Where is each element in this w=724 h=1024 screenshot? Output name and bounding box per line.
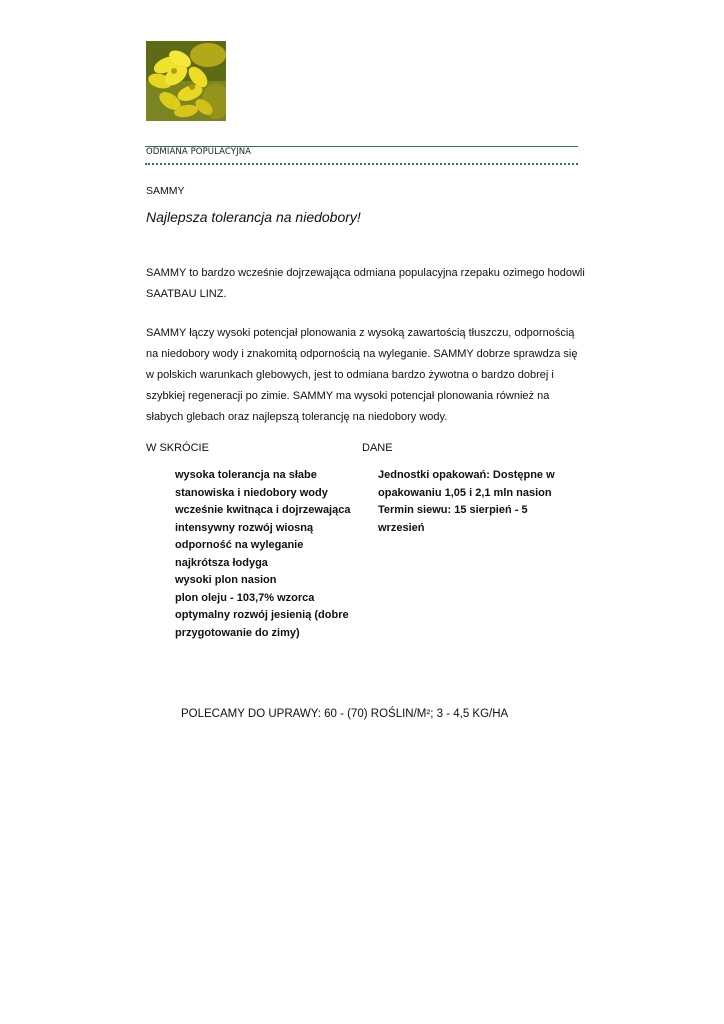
summary-item: wcześnie kwitnąca i dojrzewająca bbox=[175, 504, 351, 516]
description-paragraph-1: SAMMY to bardzo wcześnie dojrzewająca odmiana populacyjna rzepaku ozimego hodowli SAATBAU LINZ. bbox=[146, 267, 585, 300]
data-item: Jednostki opakowań: Dostępne w opakowaniu 1,05 i 2,1 mln nasion bbox=[378, 469, 555, 499]
description-paragraph-2: SAMMY łączy wysoki potencjał plonowania z wysoką zawartością tłuszczu, odpornością na niedobory wody i znakomitą odpornością na wyleganie. SAMMY dobrze sprawdza się w polskich warunkach glebowych, jest to odmiana bardzo żywotna o bardzo dobrej i szybkiej regeneracji po zimie. SAMMY ma wysoki potencjał plonowania również na słabych glebach oraz najlepszą tolerancję na niedobory wody. bbox=[146, 327, 578, 423]
variety-category: ODMIANA POPULACYJNA bbox=[146, 147, 252, 157]
data-heading: DANE bbox=[362, 442, 393, 454]
summary-item: plon oleju - 103,7% wzorca bbox=[175, 591, 315, 604]
sowing-recommendation: POLECAMY DO UPRAWY: 60 - (70) ROŚLIN/M²; 3 - 4,5 KG/HA bbox=[181, 708, 509, 720]
summary-item: wysoki plon nasion bbox=[175, 574, 277, 586]
summary-item: intensywny rozwój wiosną bbox=[175, 521, 314, 534]
data-list bbox=[378, 467, 568, 537]
data-item: Termin siewu: 15 sierpień - 5 wrzesień bbox=[378, 504, 528, 534]
summary-item: odporność na wyleganie bbox=[175, 539, 304, 551]
summary-item: najkrótsza łodyga bbox=[175, 556, 268, 569]
summary-heading: W SKRÓCIE bbox=[146, 442, 209, 454]
header-rule-dotted bbox=[145, 163, 578, 165]
rapeseed-flower-image bbox=[146, 41, 226, 121]
variety-name: SAMMY bbox=[146, 185, 185, 197]
summary-item: optymalny rozwój jesienią (dobre przygotowanie do zimy) bbox=[175, 609, 349, 639]
summary-item: wysoka tolerancja na słabe stanowiska i niedobory wody bbox=[175, 469, 328, 499]
variety-tagline: Najlepsza tolerancja na niedobory! bbox=[146, 209, 361, 225]
summary-list bbox=[175, 467, 357, 642]
